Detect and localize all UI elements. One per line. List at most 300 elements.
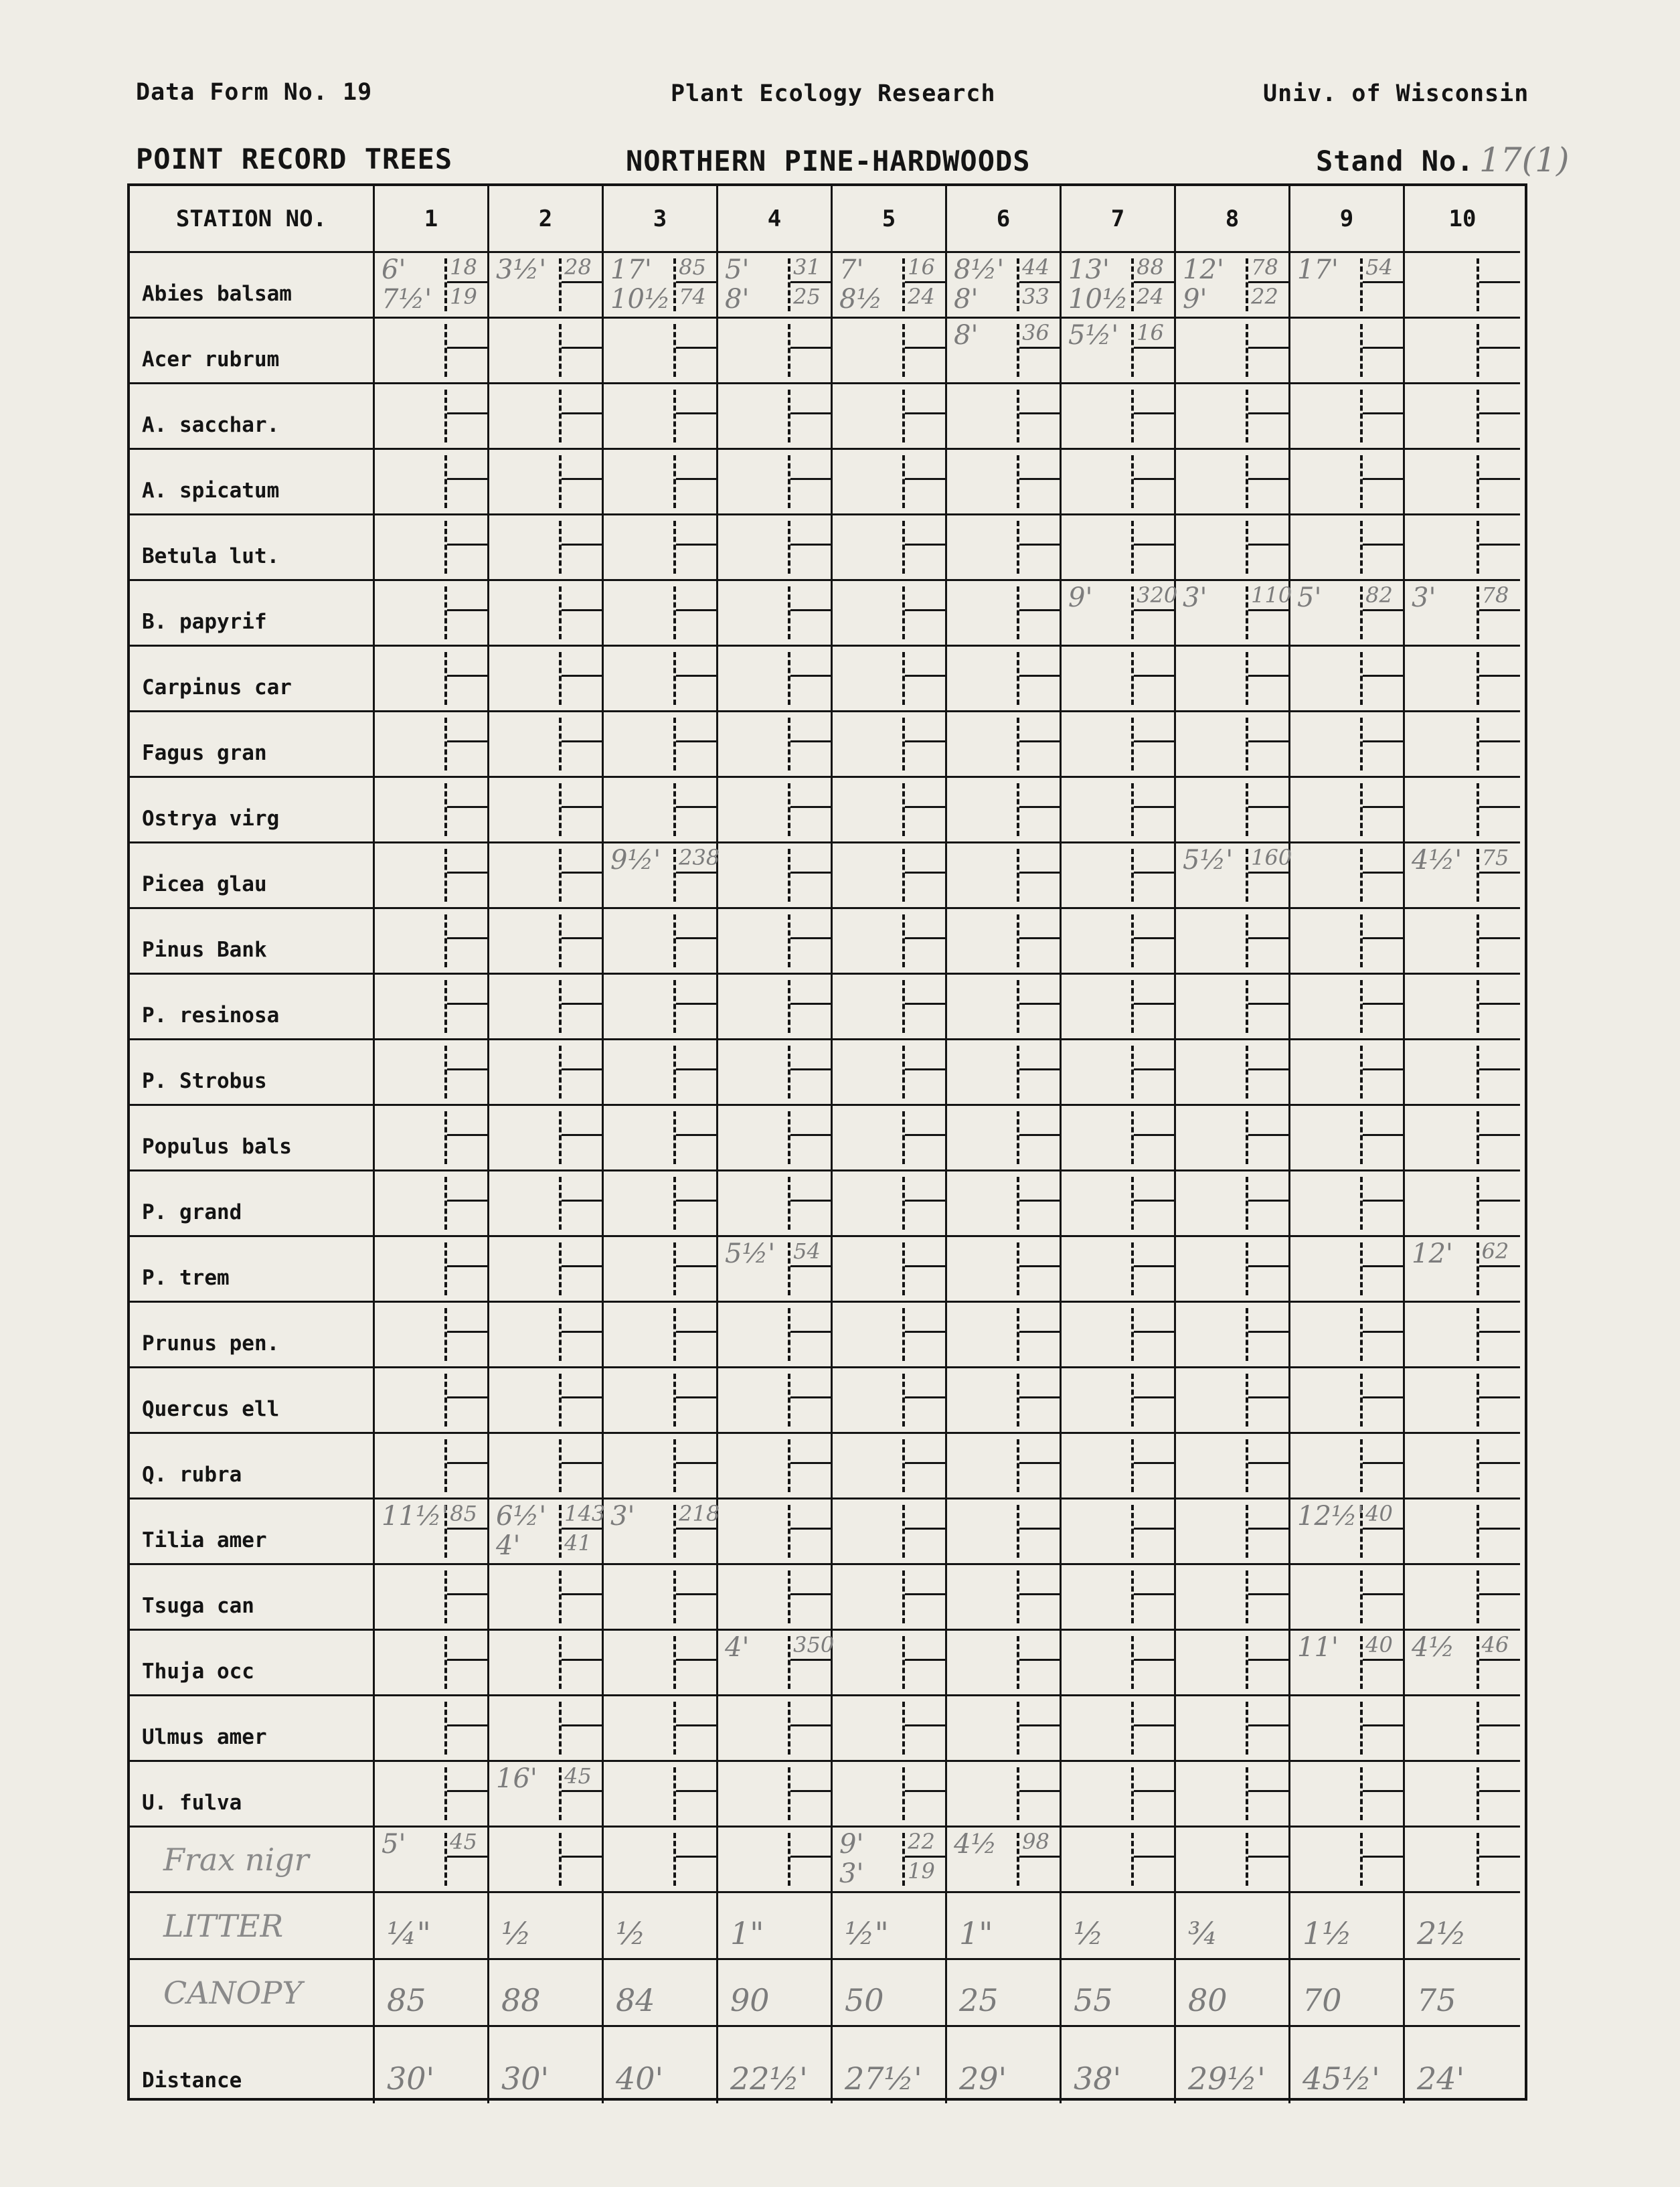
station-number: 6 (947, 186, 1062, 253)
distance-value: 5' (1297, 582, 1322, 613)
distance-value: 8' (954, 320, 979, 351)
distance-value: 8½' (954, 254, 1005, 285)
measure-cell (833, 2027, 947, 2103)
distance-value: 12' (1183, 254, 1224, 285)
measure-cell (718, 1960, 833, 2027)
distance-value: 5½' (1068, 320, 1119, 351)
species-cell (718, 1303, 833, 1368)
species-cell (1290, 1696, 1405, 1762)
species-cell (375, 1303, 489, 1368)
species-cell (489, 778, 604, 843)
distance-value: 8' (954, 284, 979, 315)
measure-value: 1" (730, 1915, 764, 1951)
species-cell (1405, 1631, 1520, 1696)
distance-value: 8½ (839, 284, 883, 315)
measure-cell (947, 2027, 1062, 2103)
diameter-value: 31 (793, 254, 821, 280)
species-label: Pinus Bank (130, 909, 375, 975)
species-cell (1176, 1040, 1290, 1106)
measure-value: 29½' (1188, 2060, 1266, 2097)
species-cell (1062, 975, 1176, 1040)
species-cell (718, 319, 833, 384)
measure-label: Distance (130, 2027, 375, 2103)
species-label: Betula lut. (130, 515, 375, 581)
measure-cell (375, 1893, 489, 1960)
measure-cell (375, 2027, 489, 2103)
measure-value: 90 (730, 1982, 770, 2018)
measure-value: 80 (1188, 1982, 1228, 2018)
measure-cell (489, 1893, 604, 1960)
species-cell (1405, 909, 1520, 975)
species-label: Prunus pen. (130, 1303, 375, 1368)
species-cell (489, 712, 604, 778)
species-cell (1405, 319, 1520, 384)
diameter-value: 22 (908, 1829, 935, 1854)
distance-value: 3' (1183, 582, 1207, 613)
species-cell (718, 253, 833, 319)
measure-value: 1" (959, 1915, 993, 1951)
measure-value: ½ (616, 1915, 646, 1951)
diameter-value: 350 (793, 1632, 835, 1657)
distance-value: 4½' (1412, 845, 1462, 876)
distance-value: 4½ (1412, 1632, 1455, 1663)
species-cell (604, 1828, 718, 1893)
species-cell (604, 1303, 718, 1368)
measure-value: 50 (845, 1982, 884, 2018)
species-cell (489, 1565, 604, 1631)
species-cell (1176, 1631, 1290, 1696)
species-cell (947, 515, 1062, 581)
diameter-value: 88 (1137, 254, 1164, 280)
species-cell (489, 450, 604, 515)
species-cell (1405, 1040, 1520, 1106)
species-cell (489, 1828, 604, 1893)
species-cell (375, 1828, 489, 1893)
species-cell (1405, 1171, 1520, 1237)
species-cell (718, 647, 833, 712)
species-label: Fagus gran (130, 712, 375, 778)
species-cell (489, 384, 604, 450)
species-cell (833, 1828, 947, 1893)
species-cell (1062, 253, 1176, 319)
distance-value: 4' (725, 1632, 750, 1663)
species-cell (1062, 1040, 1176, 1106)
station-number: 5 (833, 186, 947, 253)
species-cell (1405, 1696, 1520, 1762)
diameter-value: 25 (793, 284, 821, 309)
distance-value: 4½ (954, 1829, 997, 1860)
species-cell (489, 1368, 604, 1434)
species-cell (375, 909, 489, 975)
distance-value: 3' (610, 1501, 635, 1532)
measure-value: 40' (616, 2060, 664, 2097)
measure-cell (1290, 2027, 1405, 2103)
species-label: P. resinosa (130, 975, 375, 1040)
species-cell (1290, 1303, 1405, 1368)
distance-value: 3½' (496, 254, 547, 285)
species-cell (833, 647, 947, 712)
measure-cell (1176, 2027, 1290, 2103)
measure-cell (1405, 2027, 1520, 2103)
species-cell (1176, 1500, 1290, 1565)
species-cell (375, 1631, 489, 1696)
measure-cell (1176, 1893, 1290, 1960)
species-cell (947, 1500, 1062, 1565)
measure-cell (489, 1960, 604, 2027)
species-cell (947, 1237, 1062, 1303)
distance-value: 5½' (1183, 845, 1234, 876)
distance-value: 11' (1297, 1632, 1339, 1663)
diameter-value: 36 (1022, 320, 1049, 345)
diameter-value: 19 (450, 284, 477, 309)
species-cell (718, 1565, 833, 1631)
diameter-value: 40 (1365, 1632, 1393, 1657)
species-cell (1176, 975, 1290, 1040)
diameter-value: 85 (679, 254, 706, 280)
species-cell (718, 1368, 833, 1434)
species-cell (1176, 1762, 1290, 1828)
measure-label: LITTER (130, 1893, 375, 1960)
data-table (127, 183, 1527, 2101)
species-cell (833, 1040, 947, 1106)
species-cell (489, 909, 604, 975)
measure-cell (833, 1893, 947, 1960)
species-cell (1290, 1631, 1405, 1696)
species-cell (1405, 450, 1520, 515)
record-type: POINT RECORD TREES (136, 143, 453, 175)
measure-cell (489, 2027, 604, 2103)
measure-value: 70 (1303, 1982, 1342, 2018)
species-label: Tsuga can (130, 1565, 375, 1631)
species-cell (1062, 1565, 1176, 1631)
species-cell (1290, 1762, 1405, 1828)
species-cell (1176, 647, 1290, 712)
species-cell (1062, 843, 1176, 909)
species-cell (1405, 1434, 1520, 1500)
species-label: A. sacchar. (130, 384, 375, 450)
distance-value: 3' (1412, 582, 1436, 613)
station-number: 3 (604, 186, 718, 253)
species-label: B. papyrif (130, 581, 375, 647)
diameter-value: 98 (1022, 1829, 1049, 1854)
species-cell (1176, 712, 1290, 778)
species-cell (1405, 1368, 1520, 1434)
distance-value: 17' (610, 254, 652, 285)
diameter-value: 45 (450, 1829, 477, 1854)
species-cell (489, 1631, 604, 1696)
species-cell (947, 843, 1062, 909)
species-cell (833, 1171, 947, 1237)
species-cell (1405, 1106, 1520, 1171)
species-cell (489, 1303, 604, 1368)
station-number: 4 (718, 186, 833, 253)
species-cell (1290, 778, 1405, 843)
species-cell (947, 1762, 1062, 1828)
species-cell (604, 1368, 718, 1434)
species-cell (375, 975, 489, 1040)
distance-value: 5' (382, 1829, 406, 1860)
measure-value: 29' (959, 2060, 1007, 2097)
species-cell (604, 1500, 718, 1565)
species-cell (375, 581, 489, 647)
diameter-value: 24 (1137, 284, 1164, 309)
species-cell (1176, 1106, 1290, 1171)
measure-value: 25 (959, 1982, 999, 2018)
measure-cell (604, 1893, 718, 1960)
species-cell (1062, 1106, 1176, 1171)
species-cell (1290, 1106, 1405, 1171)
distance-value: 8' (725, 284, 750, 315)
species-cell (1405, 1762, 1520, 1828)
distance-value: 9' (839, 1829, 864, 1860)
diameter-value: 320 (1137, 582, 1178, 608)
distance-value: 7½' (382, 284, 432, 315)
measure-cell (833, 1960, 947, 2027)
distance-value: 16' (496, 1763, 537, 1794)
species-cell (1176, 1828, 1290, 1893)
species-cell (718, 1171, 833, 1237)
measure-value: ½ (1074, 1915, 1104, 1951)
species-cell (1405, 778, 1520, 843)
species-cell (489, 1237, 604, 1303)
distance-value: 7' (839, 254, 864, 285)
species-cell (833, 384, 947, 450)
species-cell (1176, 909, 1290, 975)
diameter-value: 24 (908, 284, 935, 309)
species-cell (1290, 319, 1405, 384)
species-cell (1290, 253, 1405, 319)
species-cell (833, 1696, 947, 1762)
species-cell (1062, 1171, 1176, 1237)
measure-value: 55 (1074, 1982, 1113, 2018)
species-cell (604, 778, 718, 843)
species-cell (1290, 581, 1405, 647)
species-cell (833, 319, 947, 384)
species-label: Q. rubra (130, 1434, 375, 1500)
diameter-value: 33 (1022, 284, 1049, 309)
species-cell (1062, 1303, 1176, 1368)
diameter-value: 74 (679, 284, 706, 309)
species-cell (833, 1106, 947, 1171)
measure-value: 30' (501, 2060, 550, 2097)
measure-cell (1176, 1960, 1290, 2027)
species-cell (947, 253, 1062, 319)
measure-cell (604, 2027, 718, 2103)
species-cell (718, 1828, 833, 1893)
distance-value: 5½' (725, 1238, 776, 1269)
species-cell (1405, 1237, 1520, 1303)
species-cell (1290, 909, 1405, 975)
organization: Plant Ecology Research (671, 80, 996, 107)
measure-value: 45½' (1303, 2060, 1380, 2097)
stand-label: Stand No. (1316, 145, 1475, 177)
species-cell (718, 1631, 833, 1696)
species-cell (947, 1696, 1062, 1762)
species-cell (489, 1040, 604, 1106)
diameter-value: 18 (450, 254, 477, 280)
species-cell (375, 778, 489, 843)
species-cell (1176, 1368, 1290, 1434)
species-cell (833, 1631, 947, 1696)
species-cell (833, 909, 947, 975)
species-cell (1176, 1237, 1290, 1303)
species-cell (1176, 581, 1290, 647)
species-cell (604, 1106, 718, 1171)
species-cell (718, 581, 833, 647)
species-cell (833, 253, 947, 319)
species-cell (375, 1106, 489, 1171)
species-cell (1405, 515, 1520, 581)
species-cell (1405, 1303, 1520, 1368)
measure-cell (947, 1960, 1062, 2027)
species-cell (947, 1171, 1062, 1237)
measure-cell (718, 2027, 833, 2103)
measure-value: 24' (1417, 2060, 1465, 2097)
species-cell (1176, 384, 1290, 450)
diameter-value: 45 (564, 1763, 592, 1789)
species-cell (375, 1696, 489, 1762)
measure-value: 2½ (1417, 1915, 1466, 1951)
species-cell (833, 778, 947, 843)
species-cell (1405, 647, 1520, 712)
measure-cell (1290, 1893, 1405, 1960)
distance-value: 12' (1412, 1238, 1453, 1269)
distance-value: 12½' (1297, 1501, 1365, 1532)
species-cell (489, 1500, 604, 1565)
species-cell (489, 581, 604, 647)
distance-value: 9' (1183, 284, 1207, 315)
species-cell (718, 712, 833, 778)
species-label: Picea glau (130, 843, 375, 909)
diameter-value: 62 (1481, 1238, 1509, 1264)
species-cell (947, 319, 1062, 384)
species-cell (604, 253, 718, 319)
measure-cell (718, 1893, 833, 1960)
species-cell (1062, 1631, 1176, 1696)
species-cell (1062, 647, 1176, 712)
species-cell (1290, 1828, 1405, 1893)
measure-cell (375, 1960, 489, 2027)
species-cell (947, 581, 1062, 647)
species-cell (1290, 515, 1405, 581)
species-cell (947, 1303, 1062, 1368)
diameter-value: 41 (564, 1530, 592, 1556)
distance-value: 6½' (496, 1501, 547, 1532)
species-cell (947, 1565, 1062, 1631)
diameter-value: 218 (679, 1501, 720, 1526)
measure-value: 27½' (845, 2060, 922, 2097)
species-cell (947, 647, 1062, 712)
diameter-value: 44 (1022, 254, 1049, 280)
diameter-value: 46 (1481, 1632, 1509, 1657)
species-cell (1405, 581, 1520, 647)
station-header-label: STATION NO. (130, 186, 375, 253)
species-cell (375, 450, 489, 515)
species-cell (604, 1171, 718, 1237)
species-cell (375, 843, 489, 909)
species-label: P. grand (130, 1171, 375, 1237)
diameter-value: 54 (1365, 254, 1393, 280)
species-cell (718, 1762, 833, 1828)
measure-value: ½" (845, 1915, 889, 1951)
species-cell (1405, 253, 1520, 319)
species-cell (1176, 1696, 1290, 1762)
species-cell (375, 253, 489, 319)
species-cell (375, 1565, 489, 1631)
species-cell (375, 384, 489, 450)
species-cell (1290, 1500, 1405, 1565)
diameter-value: 28 (564, 254, 592, 280)
diameter-value: 22 (1251, 284, 1278, 309)
species-cell (718, 778, 833, 843)
species-cell (375, 1500, 489, 1565)
species-cell (947, 712, 1062, 778)
measure-value: ¼" (387, 1915, 431, 1951)
species-cell (833, 1434, 947, 1500)
species-cell (1062, 1434, 1176, 1500)
distance-value: 13' (1068, 254, 1110, 285)
species-cell (1290, 843, 1405, 909)
species-label: P. trem (130, 1237, 375, 1303)
species-cell (833, 515, 947, 581)
species-cell (1290, 1565, 1405, 1631)
species-cell (489, 1171, 604, 1237)
measure-value: 1½ (1303, 1915, 1352, 1951)
species-cell (1290, 1434, 1405, 1500)
distance-value: 11½' (382, 1501, 449, 1532)
species-cell (489, 647, 604, 712)
species-cell (1062, 1237, 1176, 1303)
diameter-value: 16 (908, 254, 935, 280)
diameter-value: 19 (908, 1858, 935, 1884)
species-cell (604, 319, 718, 384)
species-cell (489, 843, 604, 909)
species-cell (375, 515, 489, 581)
species-cell (604, 1040, 718, 1106)
species-label: Carpinus car (130, 647, 375, 712)
species-cell (718, 1106, 833, 1171)
species-cell (947, 909, 1062, 975)
species-cell (1405, 1828, 1520, 1893)
measure-value: ¾ (1188, 1915, 1218, 1951)
university: Univ. of Wisconsin (1263, 80, 1529, 107)
species-cell (1176, 1303, 1290, 1368)
species-cell (604, 975, 718, 1040)
diameter-value: 78 (1251, 254, 1278, 280)
species-cell (375, 1434, 489, 1500)
diameter-value: 75 (1481, 845, 1509, 870)
diameter-value: 143 (564, 1501, 606, 1526)
species-label: Acer rubrum (130, 319, 375, 384)
species-label: Quercus ell (130, 1368, 375, 1434)
measure-value: 22½' (730, 2060, 808, 2097)
diameter-value: 40 (1365, 1501, 1393, 1526)
station-number: 9 (1290, 186, 1405, 253)
species-cell (718, 515, 833, 581)
species-cell (833, 843, 947, 909)
species-cell (1290, 712, 1405, 778)
distance-value: 9' (1068, 582, 1093, 613)
measure-value: 88 (501, 1982, 541, 2018)
diameter-value: 54 (793, 1238, 821, 1264)
species-cell (718, 1500, 833, 1565)
species-cell (1176, 1565, 1290, 1631)
stand-number: 17(1) (1479, 141, 1570, 179)
species-cell (1062, 1500, 1176, 1565)
distance-value: 6' (382, 254, 406, 285)
distance-value: 17' (1297, 254, 1339, 285)
species-cell (1176, 778, 1290, 843)
